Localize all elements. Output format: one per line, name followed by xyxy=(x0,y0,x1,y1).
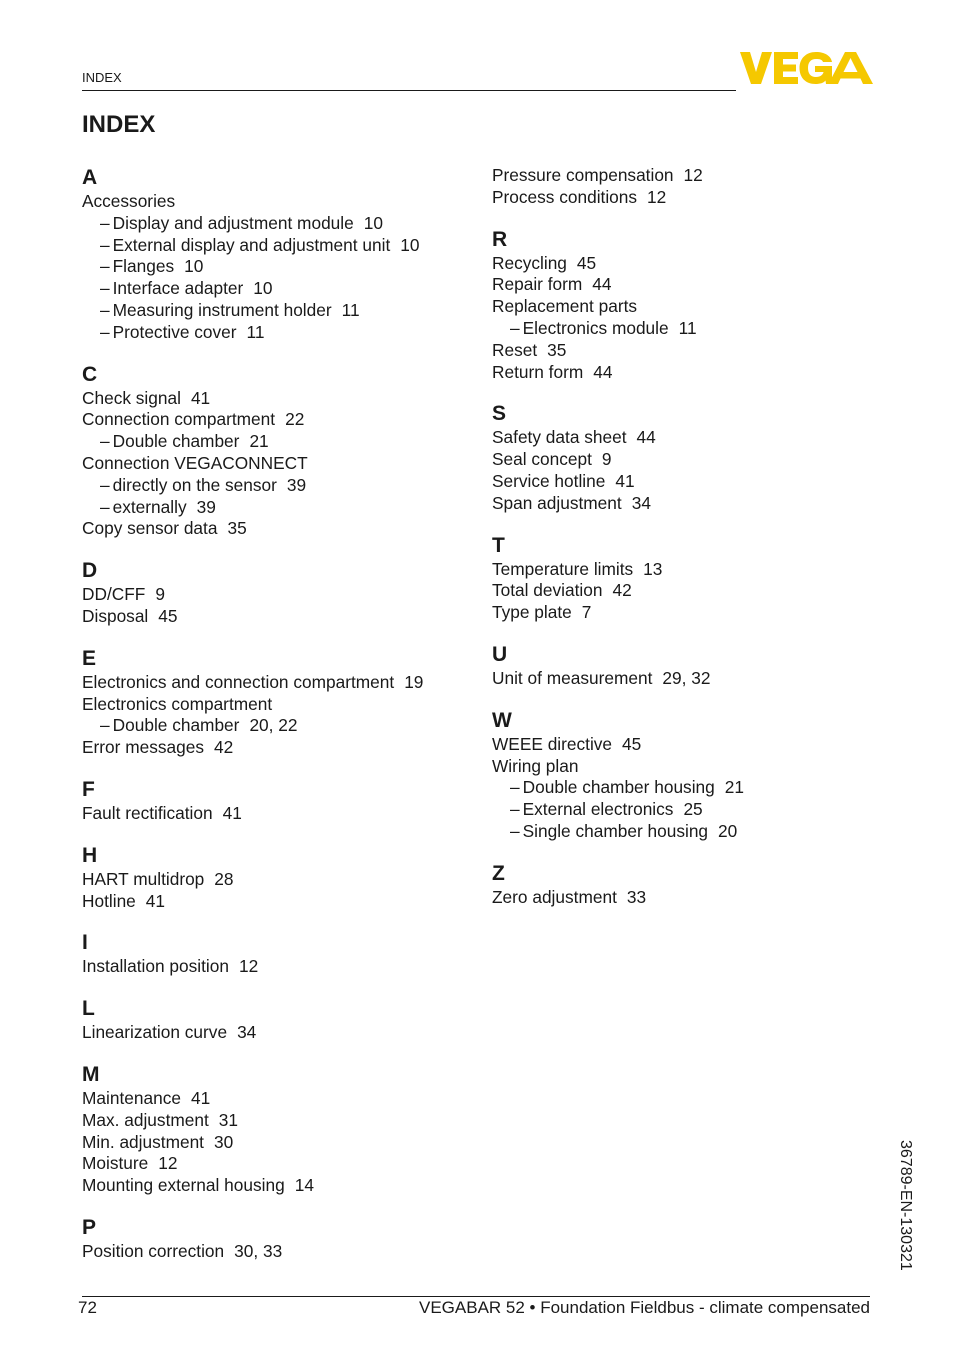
entry-term: Service hotline xyxy=(492,470,606,491)
subentry-dash: – xyxy=(100,431,110,452)
entry-page-ref: 22 xyxy=(285,409,305,430)
index-letter-heading: L xyxy=(82,997,95,1021)
index-section xyxy=(492,401,882,514)
subentry-dash: – xyxy=(100,474,110,495)
entry-term: Max. adjustment xyxy=(82,1109,209,1130)
index-column-left xyxy=(82,165,472,1281)
entry-term: Hotline xyxy=(82,890,136,911)
index-letter-heading: F xyxy=(82,777,95,801)
entry-page-ref: 20 xyxy=(718,820,738,841)
entry-page-ref: 44 xyxy=(592,274,612,295)
entry-page-ref: 41 xyxy=(145,890,166,911)
entry-term: Display and adjustment module xyxy=(112,212,354,233)
index-entry xyxy=(492,253,882,275)
index-section xyxy=(82,165,472,344)
entry-page-ref: 12 xyxy=(647,186,667,207)
subentry-dash: – xyxy=(100,715,110,736)
index-section xyxy=(82,930,472,978)
entry-term: Reset xyxy=(492,339,538,360)
index-section xyxy=(82,362,472,541)
entry-term: Measuring instrument holder xyxy=(112,299,332,320)
subentry-dash: – xyxy=(100,278,110,299)
index-letter-heading: U xyxy=(492,642,508,666)
index-section xyxy=(492,861,882,909)
index-subentry xyxy=(82,278,472,300)
entry-term: Protective cover xyxy=(112,321,237,342)
index-entry xyxy=(82,1088,472,1110)
entry-term: Linearization curve xyxy=(82,1022,228,1043)
entry-term: Seal concept xyxy=(492,449,592,470)
subentry-dash: – xyxy=(510,820,520,841)
index-entry xyxy=(82,191,472,213)
index-subentry xyxy=(82,256,472,278)
entry-term: Repair form xyxy=(492,274,583,295)
entry-term: Accessories xyxy=(82,191,176,211)
index-entry xyxy=(82,584,472,606)
subentry-dash: – xyxy=(100,299,110,320)
entry-term: Process conditions xyxy=(492,186,638,207)
index-entry xyxy=(492,756,882,778)
entry-term: HART multidrop xyxy=(82,868,205,889)
entry-page-ref: 25 xyxy=(683,799,703,820)
index-entry xyxy=(492,493,882,515)
document-code: 36789-EN-130321 xyxy=(897,1140,914,1271)
entry-term: Double chamber housing xyxy=(522,777,715,798)
index-entry xyxy=(492,471,882,493)
index-section xyxy=(82,1215,472,1263)
subentry-dash: – xyxy=(100,212,110,233)
entry-page-ref: 44 xyxy=(636,427,656,448)
index-entry xyxy=(82,409,472,431)
index-entry xyxy=(82,388,472,410)
entry-term: Flanges xyxy=(112,256,175,277)
entry-page-ref: 10 xyxy=(253,278,273,299)
header-section-label: INDEX xyxy=(82,70,122,85)
index-letter-heading: S xyxy=(492,402,507,426)
index-subentry xyxy=(82,213,472,235)
entry-page-ref: 44 xyxy=(593,361,613,382)
index-letter-heading: M xyxy=(82,1062,100,1086)
entry-term: Replacement parts xyxy=(492,296,638,317)
entry-term: Single chamber housing xyxy=(522,820,709,841)
footer-rule xyxy=(82,1296,870,1297)
entry-term: Unit of measurement xyxy=(492,667,653,688)
index-section xyxy=(82,996,472,1044)
index-entry xyxy=(492,362,882,384)
entry-page-ref: 41 xyxy=(615,470,635,491)
index-subentry xyxy=(82,235,472,257)
entry-page-ref: 35 xyxy=(227,518,247,539)
entry-page-ref: 10 xyxy=(400,234,420,255)
entry-page-ref: 7 xyxy=(581,602,592,623)
entry-page-ref: 30, 33 xyxy=(234,1240,283,1261)
index-entry xyxy=(82,803,472,825)
index-section xyxy=(492,227,882,384)
index-letter-heading: R xyxy=(492,227,508,251)
entry-term: Safety data sheet xyxy=(492,427,627,448)
index-section xyxy=(82,1062,472,1197)
entry-term: Position correction xyxy=(82,1240,225,1261)
entry-term: External display and adjustment unit xyxy=(112,234,391,255)
index-entry xyxy=(82,518,472,540)
index-entry xyxy=(492,559,882,581)
entry-term: Pressure compensation xyxy=(492,165,674,185)
index-entry xyxy=(492,340,882,362)
entry-term: Fault rectification xyxy=(82,802,213,823)
entry-page-ref: 34 xyxy=(237,1022,257,1043)
index-section xyxy=(492,533,882,624)
entry-term: directly on the sensor xyxy=(112,474,277,495)
entry-term: Connection VEGACONNECT xyxy=(82,452,308,473)
entry-page-ref: 19 xyxy=(404,671,424,692)
entry-page-ref: 34 xyxy=(631,492,651,513)
entry-page-ref: 31 xyxy=(218,1109,239,1130)
entry-page-ref: 35 xyxy=(547,339,567,360)
index-subentry xyxy=(492,318,882,340)
entry-term: Error messages xyxy=(82,737,204,758)
subentry-dash: – xyxy=(510,777,520,798)
entry-term: DD/CFF xyxy=(82,584,146,605)
entry-term: Span adjustment xyxy=(492,492,622,513)
entry-term: Moisture xyxy=(82,1153,149,1174)
entry-page-ref: 41 xyxy=(190,387,211,408)
index-entry xyxy=(82,1241,472,1263)
index-entry xyxy=(492,427,882,449)
entry-term: Double chamber xyxy=(112,715,240,736)
index-entry xyxy=(82,1132,472,1154)
index-entry xyxy=(82,453,472,475)
entry-term: Type plate xyxy=(492,602,572,623)
index-subentry xyxy=(492,821,882,843)
entry-page-ref: 11 xyxy=(341,299,360,320)
index-entry xyxy=(492,734,882,756)
entry-term: External electronics xyxy=(522,799,674,820)
index-letter-heading: E xyxy=(82,646,97,670)
entry-page-ref: 10 xyxy=(363,212,383,233)
footer-document-title: VEGABAR 52 • Foundation Fieldbus - climate compensated xyxy=(418,1298,870,1317)
index-subentry xyxy=(82,715,472,737)
entry-page-ref: 30 xyxy=(213,1131,234,1152)
subentry-dash: – xyxy=(510,799,520,820)
entry-term: Electronics and connection compartment xyxy=(82,671,395,692)
index-entry xyxy=(82,694,472,716)
entry-page-ref: 9 xyxy=(601,449,612,470)
entry-term: Return form xyxy=(492,361,584,382)
index-subentry xyxy=(492,799,882,821)
entry-page-ref: 41 xyxy=(222,802,242,823)
index-subentry xyxy=(82,475,472,497)
index-entry xyxy=(492,449,882,471)
page-number: 72 xyxy=(78,1298,97,1317)
index-subentry xyxy=(492,777,882,799)
entry-page-ref: 11 xyxy=(678,317,697,338)
entry-page-ref: 21 xyxy=(249,431,269,452)
entry-term: WEEE directive xyxy=(492,733,613,754)
entry-term: Disposal xyxy=(82,605,149,626)
index-subentry xyxy=(82,431,472,453)
entry-page-ref: 11 xyxy=(246,321,265,342)
entry-page-ref: 13 xyxy=(643,558,663,579)
index-entry xyxy=(492,296,882,318)
index-entry xyxy=(492,274,882,296)
index-letter-heading: W xyxy=(492,708,512,732)
index-entry xyxy=(82,869,472,891)
index-section xyxy=(82,777,472,825)
entry-page-ref: 45 xyxy=(158,605,178,626)
entry-term: Double chamber xyxy=(112,431,240,452)
entry-page-ref: 45 xyxy=(622,733,642,754)
entry-page-ref: 12 xyxy=(158,1153,178,1174)
index-entry xyxy=(82,606,472,628)
entry-term: Total deviation xyxy=(492,580,603,601)
entry-term: Interface adapter xyxy=(112,278,244,299)
subentry-dash: – xyxy=(510,317,520,338)
entry-page-ref: 10 xyxy=(184,256,204,277)
index-entry xyxy=(82,1175,472,1197)
index-subentry xyxy=(82,300,472,322)
entry-page-ref: 41 xyxy=(190,1087,211,1108)
entry-term: Installation position xyxy=(82,956,229,977)
index-entry xyxy=(82,956,472,978)
index-section xyxy=(82,558,472,628)
index-entry xyxy=(82,1022,472,1044)
entry-page-ref: 9 xyxy=(155,584,165,605)
entry-page-ref: 12 xyxy=(238,956,259,977)
entry-term: Mounting external housing xyxy=(82,1175,285,1196)
index-section xyxy=(492,165,882,209)
entry-term: Recycling xyxy=(492,252,567,273)
index-entry xyxy=(492,580,882,602)
index-letter-heading: I xyxy=(82,931,88,955)
index-letter-heading: H xyxy=(82,843,98,867)
subentry-dash: – xyxy=(100,321,110,342)
entry-page-ref: 20, 22 xyxy=(249,715,298,736)
index-entry xyxy=(492,165,882,187)
index-letter-heading: T xyxy=(492,533,505,557)
index-entry xyxy=(82,891,472,913)
subentry-dash: – xyxy=(100,496,110,517)
entry-page-ref: 28 xyxy=(214,868,234,889)
index-entry xyxy=(492,602,882,624)
entry-term: Wiring plan xyxy=(492,755,579,776)
entry-term: externally xyxy=(112,496,187,517)
entry-page-ref: 39 xyxy=(286,474,307,495)
index-section xyxy=(492,708,882,843)
index-entry xyxy=(82,1110,472,1132)
entry-page-ref: 42 xyxy=(612,580,632,601)
entry-term: Min. adjustment xyxy=(82,1131,204,1152)
entry-term: Zero adjustment xyxy=(492,886,617,907)
index-entry xyxy=(492,187,882,209)
entry-term: Electronics module xyxy=(522,317,669,338)
index-column-right xyxy=(492,165,882,927)
index-letter-heading: D xyxy=(82,559,98,583)
index-section xyxy=(82,843,472,913)
entry-term: Electronics compartment xyxy=(82,693,273,714)
entry-page-ref: 42 xyxy=(213,737,234,758)
entry-page-ref: 14 xyxy=(294,1175,314,1196)
entry-page-ref: 33 xyxy=(626,886,647,907)
index-letter-heading: P xyxy=(82,1215,97,1239)
header-rule xyxy=(82,90,736,91)
vega-logo xyxy=(740,52,873,84)
index-section xyxy=(82,646,472,759)
index-entry xyxy=(492,668,882,690)
entry-term: Copy sensor data xyxy=(82,518,218,539)
entry-page-ref: 21 xyxy=(724,777,744,798)
entry-page-ref: 45 xyxy=(576,252,597,273)
index-entry xyxy=(82,1153,472,1175)
index-subentry xyxy=(82,497,472,519)
entry-term: Maintenance xyxy=(82,1087,181,1108)
index-section xyxy=(492,642,882,690)
index-letter-heading: C xyxy=(82,362,98,386)
page-title: INDEX xyxy=(82,111,156,138)
entry-page-ref: 12 xyxy=(683,165,703,185)
entry-term: Temperature limits xyxy=(492,558,634,579)
index-subentry xyxy=(82,322,472,344)
index-entry xyxy=(82,672,472,694)
entry-term: Check signal xyxy=(82,387,181,408)
subentry-dash: – xyxy=(100,256,110,277)
entry-term: Connection compartment xyxy=(82,409,276,430)
entry-page-ref: 29, 32 xyxy=(662,667,711,688)
index-entry xyxy=(492,887,882,909)
entry-page-ref: 39 xyxy=(196,496,216,517)
subentry-dash: – xyxy=(100,234,110,255)
index-letter-heading: A xyxy=(82,166,98,189)
index-letter-heading: Z xyxy=(492,861,505,885)
index-entry xyxy=(82,737,472,759)
